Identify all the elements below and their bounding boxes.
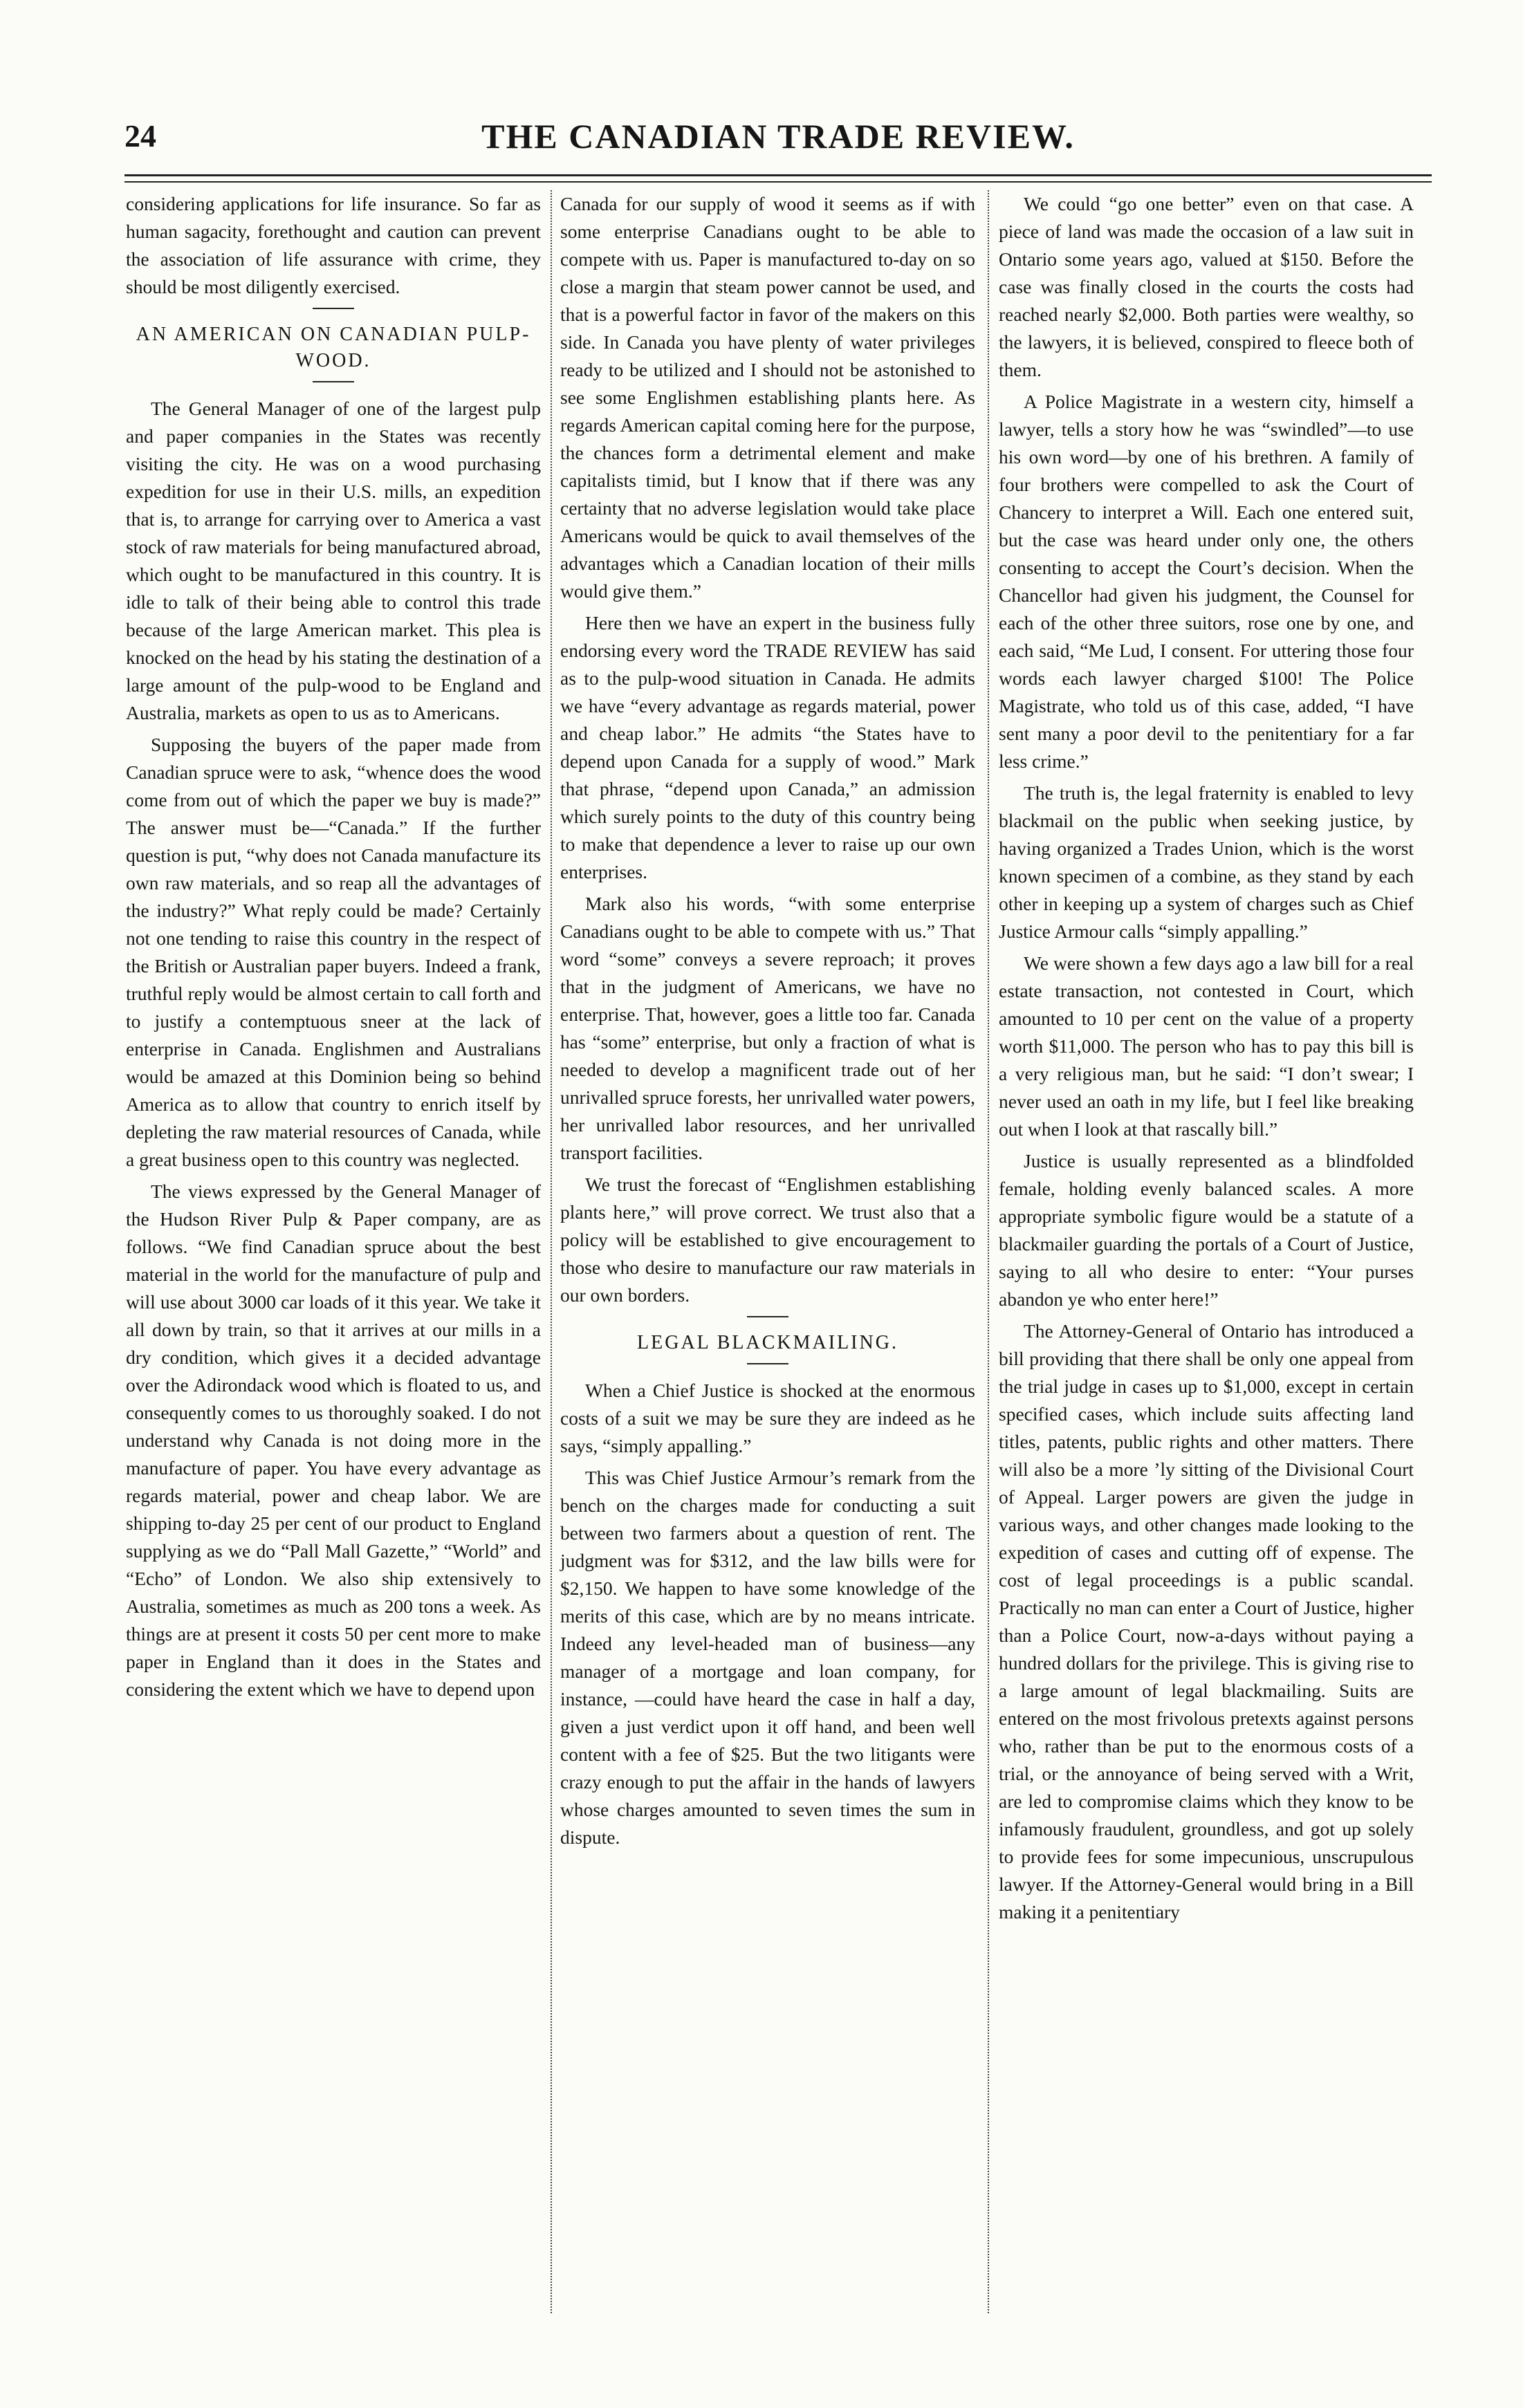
article-paragraph: The Attorney-General of Ontario has introduced a bill providing that there shall be only one appeal from the trial judge in cases up to $1,000, except in certain specified cases, which include suits affecting land titles, patents, public rights and other matters. There will also be a more ’ly sitting of the Divisional Court of Appeal. Larger powers are given the judge in various ways, and other changes made looking to the expedition of cases and cutting off of expense. The cost of legal proceedings is a public scandal. Practically no man can enter a Court of Justice, higher than a Police Court, now-a-days without paying a hundred dollars for the privilege. This is giving rise to a large amount of legal blackmailing. Suits are entered on the most frivolous pretexts against persons who, rather than be put to the enormous costs of a trial, or the annoyance of being served with a Writ, are led to compromise claims which they know to be infamously fraudulent, groundless, and got up solely to provide fees for some impecunious, unscrupulous lawyer. If the Attorney-General would bring in a Bill making it a penitentiary (999, 1320, 1414, 1923)
article-paragraph: We could “go one better” even on that case. A piece of land was made the occasion of a law suit in Ontario some years ago, valued at $150. Before the case was finally closed in the courts the costs had reached nearly $2,000. Both parties were wealthy, so the lawyers, it is believed, conspired to fleece both of them. (999, 193, 1414, 380)
article-paragraph: When a Chief Justice is shocked at the enormous costs of a suit we may be sure they are indeed as he says, “simply appalling.” (560, 1380, 975, 1456)
article-paragraph: A Police Magistrate in a western city, himself a lawyer, tells a story how he was “swindled”—to use his own word—by one of his brethren. A family of four brothers were compelled to ask the Court of Chancery to interpret a Will. Each one entered suit, but the case was heard under only one, the others consenting to accept the Court’s decision. When the Chancellor had given his judgment, the Counsel for each of the other three suitors, rose one by one, and each said, “Me Lud, I consent. For uttering those four words each lawyer charged $100! The Police Magistrate, who told us of this case, added, “I have sent many a poor devil to the penitentiary for a far less crime.” (999, 391, 1414, 772)
article-heading: AN AMERICAN ON CANADIAN PULP-WOOD. (136, 324, 531, 371)
article-paragraph: Supposing the buyers of the paper made from Canadian spruce were to ask, “whence does the wood come from out of which the paper we buy is made?” The answer must be—“Canada.” If the further question is put, “why does not Canada manufacture its own raw materials, and so reap all the advantages of the industry?” What reply could be made? Certainly not one tending to raise this country in the respect of the British or Australian paper buyers. Indeed a frank, truthful reply would be almost certain to call forth and to justify a contemptuous sneer at the lack of enterprise in Canada. Englishmen and Australians would be amazed at this Dominion being so behind America as to allow that country to enrich itself by depleting the raw material resources of Canada, while a great business open to this country was neglected. (126, 734, 541, 1170)
article-paragraph: The General Manager of one of the largest pulp and paper companies in the States was recently visiting the city. He was on a wood purchasing expedition for use in their U.S. mills, an expedition that is, to arrange for carrying over to America a vast stock of raw materials for being manufactured abroad, which ought to be manufactured in this country. It is idle to talk of their being able to control this trade because of the large American market. This plea is knocked on the head by his stating the destination of a large amount of the pulp-wood to be England and Australia, markets as open to us as to Americans. (126, 398, 541, 723)
column-divider-2 (988, 190, 989, 2313)
column-2 (560, 190, 975, 1855)
article-heading: LEGAL BLACKMAILING. (637, 1332, 898, 1353)
article-paragraph: The views expressed by the General Manager of the Hudson River Pulp & Paper company, are as follows. “We find Canadian spruce about the best material in the world for the manufacture of pulp and will use about 3000 car loads of it this year. We take it all down by train, so that it arrives at our mills in a dry condition, which gives it a decided advantage over the Adirondack wood which is floated to us, and consequently comes to us thoroughly soaked. I do not understand why Canada is not doing more in the manufacture of paper. You have every advantage as regards material, power and cheap labor. We are shipping to-day 25 per cent of our product to England supplying as we do “Pall Mall Gazette,” “World” and “Echo” of London. We also ship extensively to Australia, sometimes as much as 200 tons a week. As things are at present it costs 50 per cent more to make paper in England than it does in the States and considering the extent which we have to depend upon (126, 1180, 541, 1700)
column-3 (999, 190, 1414, 1930)
masthead-title: THE CANADIAN TRADE REVIEW. (481, 117, 1075, 156)
section-divider (313, 308, 354, 309)
article-paragraph: Justice is usually represented as a blindfolded female, holding evenly balanced scales. A more appropriate symbolic figure would be a statute of a blackmailer guarding the portals of a Court of Justice, saying to all who desire to enter: “Your purses abandon ye who enter here!” (999, 1150, 1414, 1310)
article-paragraph: We were shown a few days ago a law bill for a real estate transaction, not contested in Court, which amounted to 10 per cent on the value of a property worth $11,000. The person who has to pay this bill is a very religious man, but he said: “I don’t swear; I never used an oath in my life, but I feel like breaking out when I look at that rascally bill.” (999, 952, 1414, 1140)
article-paragraph: We trust the forecast of “Englishmen establishing plants here,” will prove correct. We trust also that a policy will be established to give encouragement to those who desire to manufacture our raw materials in our own borders. (560, 1174, 975, 1306)
heading-divider (313, 381, 354, 382)
page-number: 24 (124, 118, 156, 154)
section-divider (747, 1316, 788, 1317)
article-continuation: considering applications for life insurance. So far as human sagacity, forethought and caution can prevent the association of life assurance with crime, they should be most diligently exercised. (126, 193, 541, 297)
article-paragraph: The truth is, the legal fraternity is enabled to levy blackmail on the public when seeking justice, by having organized a Trades Union, which is the worst known specimen of a combine, as they stand by each other in keeping up a system of charges such as Chief Justice Armour calls “simply appalling.” (999, 782, 1414, 942)
column-divider-1 (551, 190, 552, 2313)
article-paragraph: Canada for our supply of wood it seems as if with some enterprise Canadians ought to be able to compete with us. Paper is manufactured to-day on so close a margin that steam power cannot be used, and that is a powerful factor in favor of the makers on this side. In Canada you have plenty of water privileges ready to be utilized and I should not be astonished to see some Englishmen establishing plants here. As regards American capital coming here for the purpose, the chances form a detrimental element and make capitalists timid, but I know that if there was any certainty that no adverse legislation would take place Americans would be quick to avail themselves of the advantages which a Canadian location of their mills would give them.” (560, 193, 975, 602)
article-paragraph: Here then we have an expert in the business fully endorsing every word the TRADE REVIEW has said as to the pulp-wood situation in Canada. He admits we have “every advantage as regards material, power and cheap labor.” He admits “the States have to depend upon Canada for a supply of wood.” Mark that phrase, “depend upon Canada,” an admission which surely points to the duty of this country being to make that dependence a lever to raise up our own enterprises. (560, 612, 975, 882)
article-paragraph: Mark also his words, “with some enterprise Canadians ought to be able to compete with us.” That word “some” conveys a severe reproach; it proves that in the judgment of Americans, we have no enterprise. That, however, goes a little too far. Canada has “some” enterprise, but only a fraction of what is needed to develop a magnificent trade out of her unrivalled spruce forests, her unrivalled water powers, her unrivalled labor resources, and her unrivalled transport facilities. (560, 893, 975, 1163)
heading-divider (747, 1363, 788, 1364)
page-header (124, 111, 1432, 166)
column-1 (126, 190, 541, 1707)
header-rule (124, 174, 1432, 183)
article-paragraph: This was Chief Justice Armour’s remark from the bench on the charges made for conducting a suit between two farmers about a question of rent. The judgment was for $312, and the law bills were for $2,150. We happen to have some knowledge of the merits of this case, which are by no means intricate. Indeed any level-headed man of business—any manager of a mortgage and loan company, for instance, —could have heard the case in half a day, given a just verdict upon it off hand, and been well content with a fee of $25. But the two litigants were crazy enough to put the affair in the hands of lawyers whose charges amounted to seven times the sum in dispute. (560, 1467, 975, 1848)
